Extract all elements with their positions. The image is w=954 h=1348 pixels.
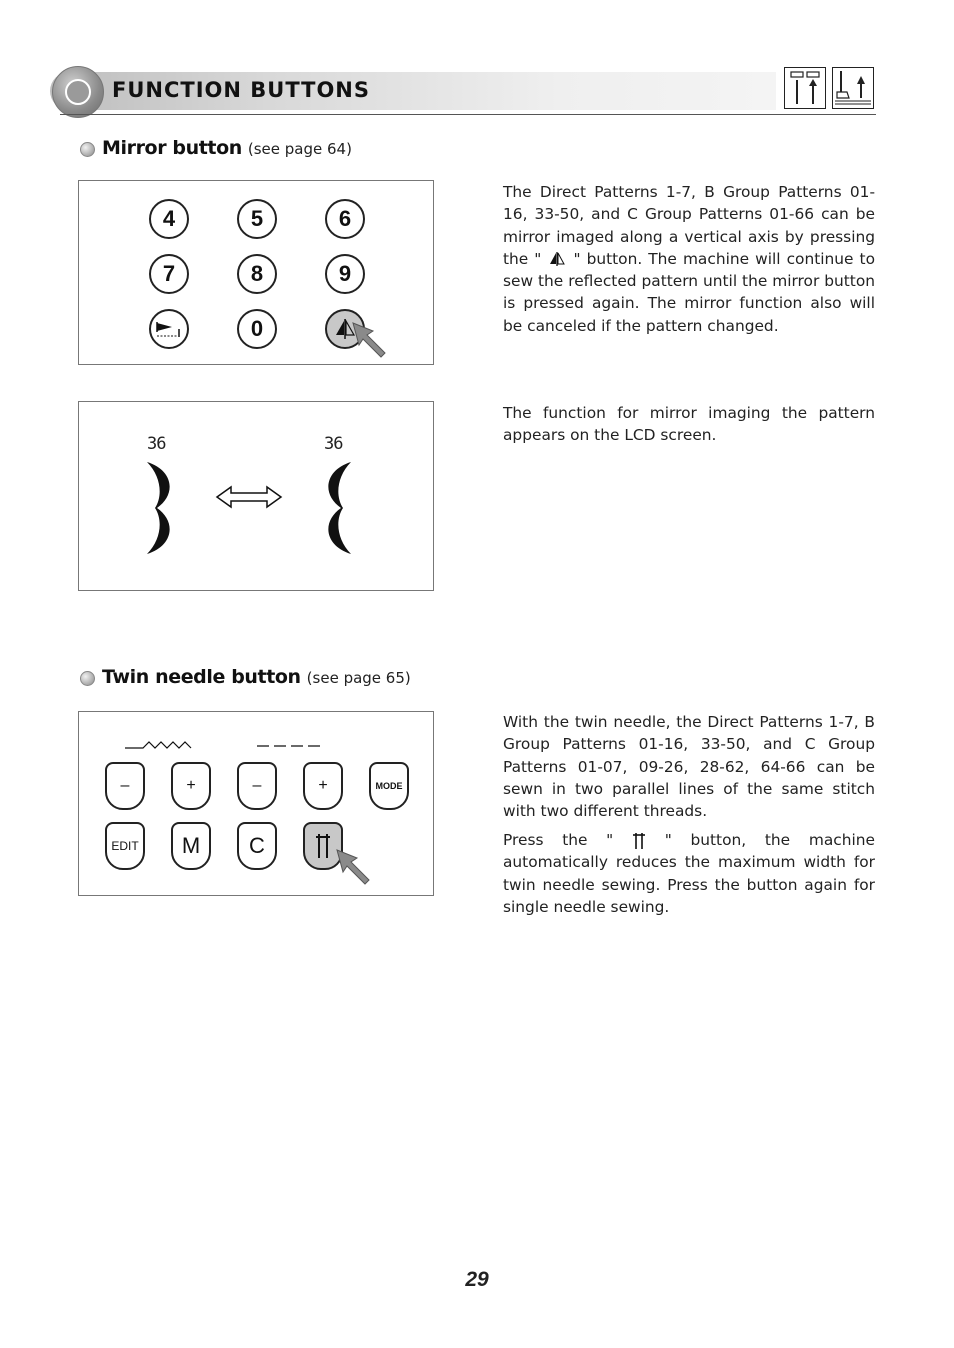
page-title: FUNCTION BUTTONS xyxy=(112,78,371,102)
pattern-mirrored-icon xyxy=(319,460,355,556)
start-point-button[interactable] xyxy=(149,309,189,349)
key-4[interactable]: 4 xyxy=(149,199,189,239)
mode-button[interactable]: MODE xyxy=(369,762,409,810)
button-panel xyxy=(78,711,434,896)
key-5[interactable]: 5 xyxy=(237,199,277,239)
width-decrease-button[interactable]: – xyxy=(105,762,145,810)
stitch-length-icon xyxy=(255,740,325,750)
bullet-icon xyxy=(80,142,95,157)
mirror-description-part1: The Direct Patterns 1-7, B Group Patterns 01-16, 33-50, and C Group Patterns 01-66 can be mirror imaged along a vertical axis by pressing the " xyxy=(503,183,875,268)
mirror-section-ref: (see page 64) xyxy=(247,140,352,158)
twin-press-description-part2: " button, the machine automatically reduces the maximum width for twin needle sewing. Press the button again for single needle sewing. xyxy=(503,831,875,916)
key-9[interactable]: 9 xyxy=(325,254,365,294)
key-0[interactable]: 0 xyxy=(237,309,277,349)
lcd-panel xyxy=(78,401,434,591)
key-7[interactable]: 7 xyxy=(149,254,189,294)
twin-needle-icon xyxy=(314,832,332,860)
twin-section-ref: (see page 65) xyxy=(306,669,411,687)
presser-foot-icon xyxy=(832,67,874,109)
mirror-description xyxy=(503,181,875,337)
mirror-section-heading xyxy=(80,137,352,159)
mirror-lcd-description: The function for mirror imaging the pattern appears on the LCD screen. xyxy=(503,404,875,445)
mirror-description-part2: " button. The machine will continue to sew the reflected pattern until the mirror button is pressed again. The mirror function also will be canceled if the pattern changed. xyxy=(503,249,875,335)
page-number: 29 xyxy=(465,1268,489,1291)
stitch-width-icon xyxy=(123,738,193,752)
mirror-double-arrow-icon xyxy=(215,484,283,510)
mirror-icon xyxy=(547,251,567,267)
width-increase-button[interactable]: + xyxy=(171,762,211,810)
twin-section-title: Twin needle button xyxy=(102,666,301,688)
pointer-arrow-icon xyxy=(351,321,391,363)
section-disc-icon xyxy=(52,66,104,118)
header-rule xyxy=(60,114,876,115)
twin-needle-icon xyxy=(632,832,646,850)
pointer-arrow-icon xyxy=(335,848,375,890)
pattern-original-icon xyxy=(143,460,179,556)
mirror-section-title: Mirror button xyxy=(102,137,242,159)
lcd-pattern-number-right: 36 xyxy=(324,434,343,454)
start-point-icon xyxy=(154,317,184,341)
key-6[interactable]: 6 xyxy=(325,199,365,239)
bullet-icon xyxy=(80,671,95,686)
lcd-pattern-number-left: 36 xyxy=(147,434,166,454)
edit-button[interactable]: EDIT xyxy=(105,822,145,870)
twin-section-heading xyxy=(80,666,411,688)
length-decrease-button[interactable]: – xyxy=(237,762,277,810)
twin-press-description-part1: Press the " xyxy=(503,831,614,849)
keypad-panel xyxy=(78,180,434,365)
length-increase-button[interactable]: + xyxy=(303,762,343,810)
clear-button[interactable]: C xyxy=(237,822,277,870)
key-8[interactable]: 8 xyxy=(237,254,277,294)
twin-press-description xyxy=(503,829,875,918)
memory-button[interactable]: M xyxy=(171,822,211,870)
needle-threader-icon xyxy=(784,67,826,109)
twin-description: With the twin needle, the Direct Patterns 1-7, B Group Patterns 01-16, 33-50, and C Group Patterns 01-07, 09-26, 28-62, 64-66 can be sewn in two parallel lines of the same stitch with two different threads. xyxy=(503,713,875,821)
